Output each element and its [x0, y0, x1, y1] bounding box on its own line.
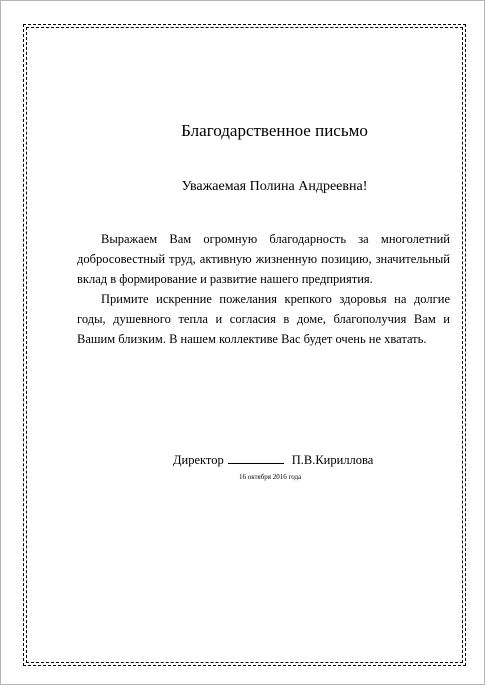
- letter-body: [77, 229, 450, 349]
- letter-paragraph-1: Выражаем Вам огромную благодарность за многолетний добросовестный труд, активную жизненную позицию, значительный вклад в формирование и развитие нашего предприятия.: [77, 232, 450, 286]
- letter-salutation: Уважаемая Полина Андреевна!: [181, 179, 368, 194]
- letter-date: 16 октября 2016 года: [239, 473, 302, 481]
- signature-name: П.В.Кириллова: [291, 453, 374, 467]
- signature-block: [173, 453, 373, 468]
- letter-title: Благодарственное письмо: [181, 121, 368, 140]
- signature-position: Директор: [173, 453, 224, 467]
- signature-line: [228, 453, 284, 464]
- letter-paragraph-2: Примите искренние пожелания крепкого здоровья на долгие годы, душевного тепла и согласия в доме, благополучия Вам и Вашим близким. В нашем коллективе Вас будет очень не хватать.: [77, 292, 450, 346]
